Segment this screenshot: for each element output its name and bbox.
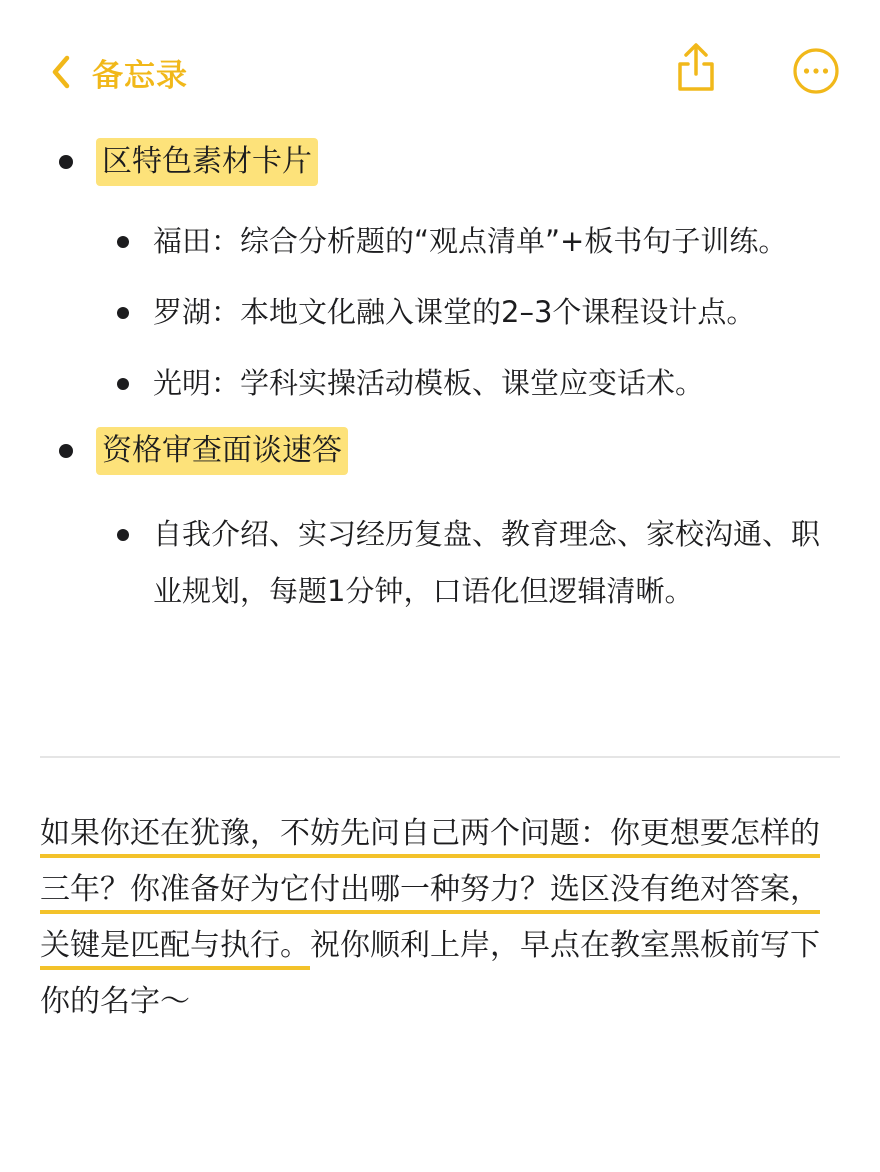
divider <box>40 756 840 758</box>
underlined-text: 如果你还在犹豫，不妨先问自己两个问题：你更想要怎样的三年？你准备好为它付出哪一种努力？选区没有绝对答案，关键是匹配与执行。 <box>40 816 820 963</box>
nav-bar <box>0 0 880 140</box>
highlighted-heading: 区特色素材卡片 <box>96 138 318 186</box>
note-content <box>0 135 880 620</box>
section-heading <box>96 424 880 478</box>
bullet-dot-icon <box>59 155 73 169</box>
share-icon <box>672 42 720 94</box>
back-button[interactable] <box>50 50 188 94</box>
chevron-left-icon <box>50 54 72 90</box>
bullet-dot-icon <box>59 444 73 458</box>
share-button[interactable] <box>672 42 720 98</box>
list-item <box>153 213 833 270</box>
bullet-dot-icon <box>117 307 129 319</box>
list-item-text: 光明：学科实操活动模板、课堂应变话术。 <box>153 366 705 400</box>
conclusion-paragraph <box>40 806 840 1030</box>
list-item-text: 福田：综合分析题的“观点清单”+板书句子训练。 <box>153 224 788 258</box>
more-button[interactable] <box>792 47 840 99</box>
section-heading <box>96 135 880 189</box>
plain-text: 祝你顺利上岸，早点在教室黑板前写下你的名字～ <box>40 928 820 1019</box>
list-item-text: 自我介绍、实习经历复盘、教育理念、家校沟通、职业规划，每题1分钟，口语化但逻辑清晰。 <box>153 517 821 608</box>
list-item <box>153 506 833 620</box>
list-item <box>153 355 833 412</box>
highlighted-heading: 资格审查面谈速答 <box>96 427 348 475</box>
bullet-dot-icon <box>117 378 129 390</box>
back-label: 备忘录 <box>92 57 188 94</box>
list-item-text: 罗湖：本地文化融入课堂的2–3个课程设计点。 <box>153 295 756 329</box>
ellipsis-circle-icon <box>792 47 840 95</box>
section-sublist <box>0 213 880 412</box>
bullet-dot-icon <box>117 529 129 541</box>
list-item <box>153 284 833 341</box>
bullet-dot-icon <box>117 236 129 248</box>
section-sublist <box>0 506 880 620</box>
